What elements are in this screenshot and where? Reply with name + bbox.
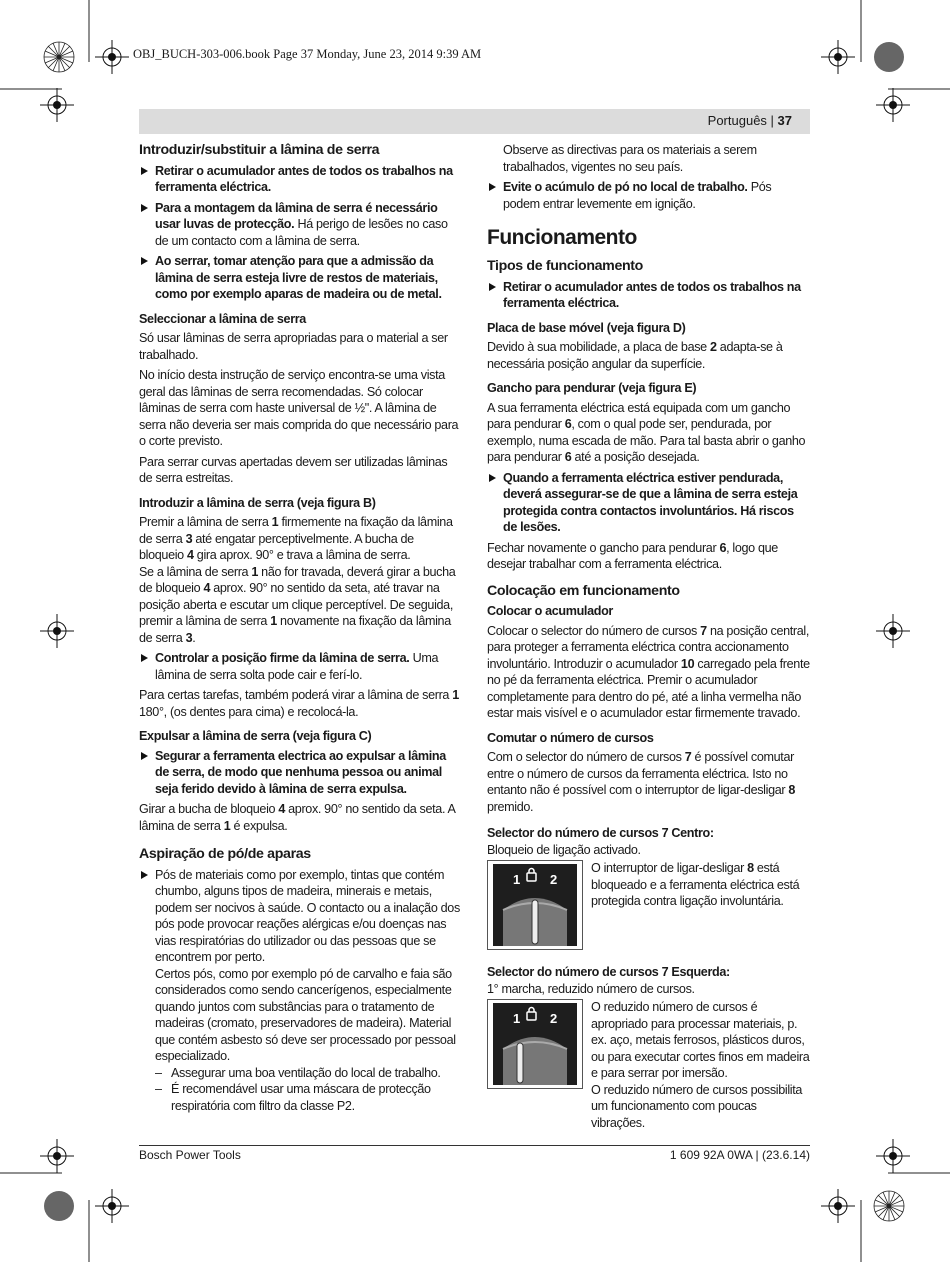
- footer-code: 1 609 92A 0WA | (23.6.14): [669, 1148, 810, 1162]
- paragraph: Girar a bucha de bloqueio 4 aprox. 90° no sentido da seta. A lâmina de serra 1 é expulsa.: [139, 802, 455, 833]
- paragraph: Devido à sua mobilidade, a placa de base 2 adapta-se à necessária posição angular da superfície.: [487, 340, 783, 371]
- left-column: [139, 142, 461, 1114]
- dash-item: – É recomendável usar uma máscara de protecção respiratória com filtro da classe P2.: [155, 1082, 431, 1113]
- safety-bullet: [139, 253, 461, 303]
- paragraph: Para certas tarefas, também poderá virar a lâmina de serra 1 180°, (os dentes para cima) e recolocá-la.: [139, 688, 459, 719]
- heading-select-blade: Seleccionar a lâmina de serra: [139, 311, 306, 326]
- svg-text:2: 2: [550, 872, 557, 887]
- heading-operation: Funcionamento: [487, 226, 637, 249]
- arrow-bullet-icon: [141, 752, 148, 760]
- paragraph: Premir a lâmina de serra 1 firmemente na fixação da lâmina de serra 3 até engatar perceptivelmente. A bucha de bloqueio 4 gira aprox. 90° e trava a lâmina de serra.: [139, 515, 453, 562]
- paragraph: Só usar lâminas de serra apropriadas para o material a ser trabalhado.: [139, 331, 448, 362]
- svg-text:1: 1: [513, 1011, 520, 1026]
- paragraph: No início desta instrução de serviço encontra-se uma vista geral das lâminas de serra recomendadas. Só colocar lâminas de serra com haste universal de ½". A lâmina de serra não deveria ser mais comprida do que necessário para o corte previsto.: [139, 368, 459, 448]
- svg-text:1: 1: [513, 872, 520, 887]
- arrow-bullet-icon: [141, 204, 148, 212]
- heading-insert-blade: Introduzir/substituir a lâmina de serra: [139, 142, 380, 158]
- heading-introduce-blade: Introduzir a lâmina de serra (veja figura B): [139, 495, 376, 510]
- footer-brand: Bosch Power Tools: [139, 1148, 241, 1162]
- arrow-bullet-icon: [489, 474, 496, 482]
- paragraph: A sua ferramenta eléctrica está equipada com um gancho para pendurar 6, com o qual pode ser, pendurada, por exemplo, numa escada de mão. Para tal basta abrir o ganho para pendurar 6 até a posição desejada.: [487, 400, 806, 464]
- paragraph: O reduzido número de cursos possibilita um funcionamento com poucas vibrações.: [591, 1082, 803, 1130]
- safety-bullet: Controlar a posição firme da lâmina de serra. Uma lâmina de serra solta pode cair e ferí-lo.: [139, 650, 461, 683]
- stroke-selector-left-figure: [487, 999, 583, 1089]
- svg-text:2: 2: [550, 1011, 557, 1026]
- stroke-selector-center-figure: [487, 860, 583, 950]
- paragraph: Para serrar curvas apertadas devem ser utilizadas lâminas de serra estreitas.: [139, 454, 448, 485]
- safety-bullet: Retirar o acumulador antes de todos os trabalhos na ferramenta eléctrica.: [487, 279, 810, 312]
- figure-row-left: [487, 999, 810, 1131]
- heading-operation-modes: Tipos de funcionamento: [487, 258, 643, 274]
- arrow-bullet-icon: [141, 654, 148, 662]
- language-label: Português: [707, 113, 767, 128]
- file-info-line: OBJ_BUCH-303-006.book Page 37 Monday, June 23, 2014 9:39 AM: [133, 47, 482, 61]
- safety-bullet: [139, 200, 461, 250]
- paragraph: Fechar novamente o gancho para pendurar 6, logo que desejar trabalhar com a ferramenta eléctrica.: [487, 540, 778, 571]
- heading-selector-center: Selector do número de cursos 7 Centro:: [487, 826, 714, 840]
- heading-insert-battery: Colocar o acumulador: [487, 604, 613, 618]
- paragraph: O interruptor de ligar-desligar 8 está bloqueado e a ferramenta eléctrica está protegida contra ligação involuntária.: [591, 861, 800, 908]
- safety-bullet: Quando a ferramenta eléctrica estiver pendurada, deverá assegurar-se de que a lâmina de serra esteja protegida contra contactos involuntários. Há riscos de lesões.: [487, 470, 810, 536]
- safety-bullet: [139, 163, 461, 196]
- safety-bullet: Evite o acúmulo de pó no local de trabalho. Pós podem entrar levemente em ignição.: [487, 179, 810, 212]
- safety-bullet: Segurar a ferramenta electrica ao expulsar a lâmina de serra, de modo que nenhuma pessoa ou animal seja ferido devido à lâmina de serra expulsa.: [139, 748, 461, 798]
- bullet-text: Há perigo de lesões no caso de um contacto com a lâmina de serra.: [155, 217, 448, 248]
- paragraph: Bloqueio de ligação activado.: [487, 842, 641, 857]
- heading-base-plate: Placa de base móvel (veja figura D): [487, 320, 686, 335]
- page-header: [708, 113, 792, 128]
- header-separator: |: [766, 113, 778, 128]
- bullet-continuation: Certos pós, como por exemplo pó de carvalho e faia são considerados como sendo cancerígenos, especialmente quando juntos com substâncias para o tratamento de madeiras (cromato, preservadores de madeira). Material que contém asbesto só deve ser processado por pessoal especializado.: [155, 966, 456, 1063]
- heading-dust-extraction: Aspiração de pó/de aparas: [139, 846, 311, 862]
- heading-switch-strokes: Comutar o número de cursos: [487, 730, 654, 745]
- paragraph: Com o selector do número de cursos 7 é possível comutar entre o número de cursos da ferramenta eléctrica. Isto no entanto não é possível com o interruptor de ligar-desligar 8 premido.: [487, 750, 796, 814]
- heading-hook: Gancho para pendurar (veja figura E): [487, 381, 697, 395]
- paragraph: O reduzido número de cursos é apropriado para processar materiais, p. ex. aço, metais ferrosos, plásticos duros, ou para executar cortes finos em madeira e para serrar por imersão.: [591, 1000, 810, 1080]
- bullet-text: Ao serrar, tomar atenção para que a admissão da lâmina de serra esteja livre de restos de materiais, como por exemplo aparas de madeira ou de metal.: [155, 254, 442, 301]
- heading-eject-blade: Expulsar a lâmina de serra (veja figura C): [139, 729, 372, 743]
- arrow-bullet-icon: [489, 283, 496, 291]
- page-number: 37: [777, 113, 792, 128]
- heading-selector-left: Selector do número de cursos 7 Esquerda:: [487, 965, 730, 979]
- footer-divider: [139, 1145, 810, 1146]
- bullet-continuation: Observe as directivas para os materiais a serem trabalhados, vigentes no seu país.: [503, 143, 757, 174]
- paragraph: Se a lâmina de serra 1 não for travada, deverá girar a bucha de bloqueio 4 aprox. 90° no sentido da seta, até travar na posição aberta e escutar um clique perceptível. De seguida, premir a lâmina de serra 1 novamente na fixação da lâmina de serra 3.: [139, 564, 456, 645]
- arrow-bullet-icon: [489, 183, 496, 191]
- dash-item: – Assegurar uma boa ventilação do local de trabalho.: [155, 1065, 441, 1080]
- arrow-bullet-icon: [141, 257, 148, 265]
- paragraph: Colocar o selector do número de cursos 7 na posição central, para proteger a ferramenta eléctrica contra accionamento involuntário. Introduzir o acumulador 10 carregado pela frente no pé da ferramenta eléctrica. Premir o acumulador completamente para dentro do pé, até a linha vermelha não estar mais visível e o acumulador estar firmemente travado.: [487, 623, 810, 720]
- figure-row-center: [487, 860, 810, 950]
- arrow-bullet-icon: [141, 167, 148, 175]
- left-position-text: [591, 999, 810, 1131]
- safety-bullet: Pós de materiais como por exemplo, tintas que contém chumbo, alguns tipos de madeira, minerais e metais, podem ser nocivos à saúde. O contacto ou a inalação dos pós pode provocar reações alérgicas e/ou doenças nas vias respiratórias do utilizador ou das pessoas que se encontrem por perto.: [139, 867, 461, 966]
- paragraph: 1° marcha, reduzido número de cursos.: [487, 981, 695, 996]
- bullet-text: Retirar o acumulador antes de todos os trabalhos na ferramenta eléctrica.: [155, 163, 453, 194]
- heading-start-up: Colocação em funcionamento: [487, 582, 680, 599]
- bullet-bold-text: Para a montagem da lâmina de serra é necessário usar luvas de protecção.: [155, 200, 438, 231]
- arrow-bullet-icon: [141, 871, 148, 879]
- right-column: [487, 142, 810, 1131]
